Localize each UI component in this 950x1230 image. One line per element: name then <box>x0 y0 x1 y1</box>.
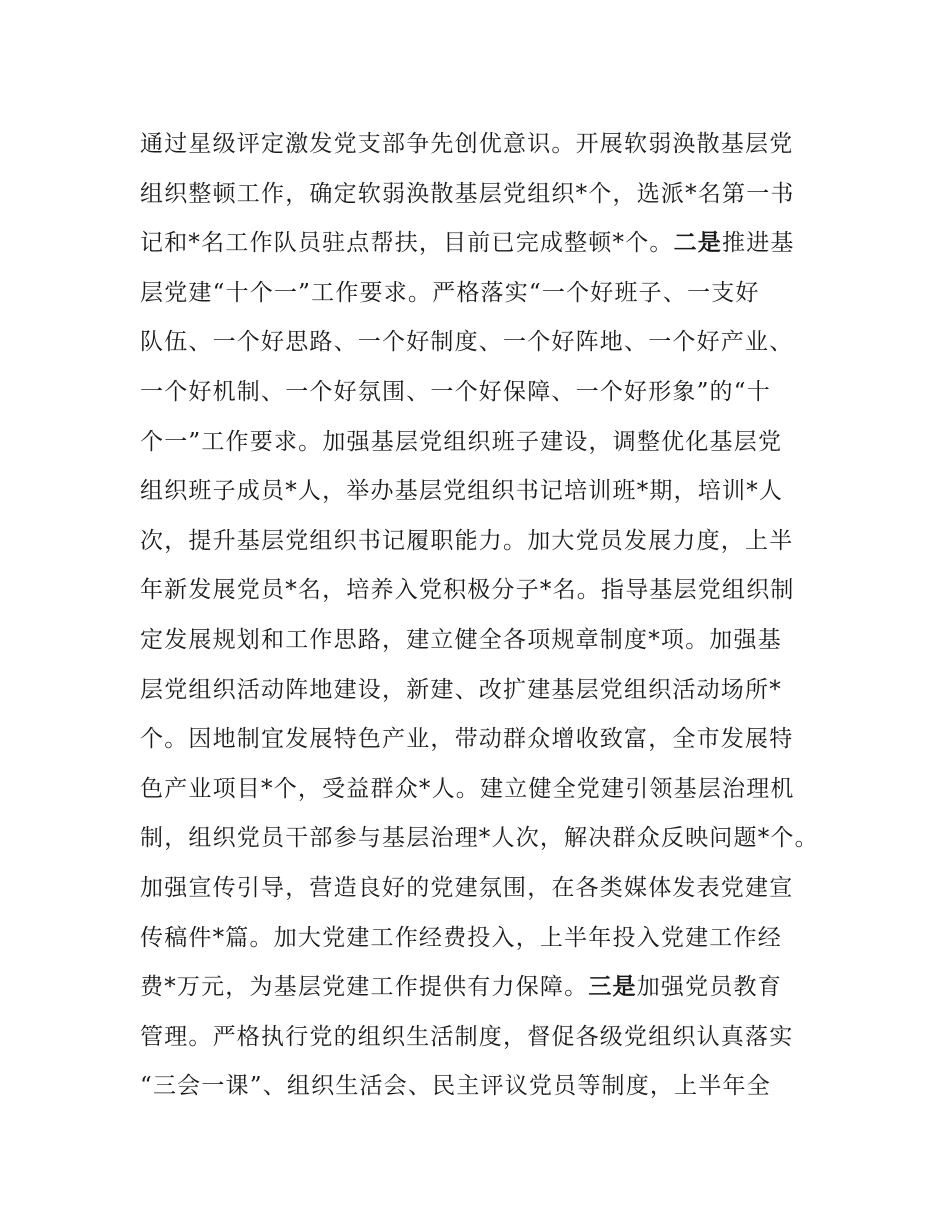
text-segment: 年新发展党员*名，培养入党积极分子*名。指导基层党组织制 <box>140 577 795 603</box>
text-line <box>140 618 782 662</box>
text-line <box>140 370 771 414</box>
text-segment: 组织班子成员*人，举办基层党组织书记培训班*期，培训*人 <box>140 478 784 504</box>
text-segment: “三会一课”、组织生活会、民主评议党员等制度，上半年全 <box>140 1073 771 1099</box>
text-segment: 组织整顿工作，确定软弱涣散基层党组织*个，选派*名第一书 <box>140 181 795 207</box>
text-segment: 费*万元，为基层党建工作提供有力保障。 <box>140 974 589 1000</box>
text-line <box>140 965 782 1009</box>
text-segment: 层党组织活动阵地建设，新建、改扩建基层党组织活动场所* <box>140 677 782 703</box>
text-line <box>140 916 782 960</box>
text-segment: 一个好机制、一个好氛围、一个好保障、一个好形象”的“十 <box>140 379 771 405</box>
text-segment: 队伍、一个好思路、一个好制度、一个好阵地、一个好产业、 <box>140 329 794 355</box>
text-segment: 层党建“十个一”工作要求。严格落实“一个好班子、一支好 <box>140 280 760 306</box>
text-line <box>140 866 793 910</box>
text-line <box>140 469 783 513</box>
text-line <box>140 420 782 464</box>
text-line <box>140 1064 771 1108</box>
text-segment: 个一”工作要求。加强基层党组织班子建设，调整优化基层党 <box>140 429 783 455</box>
text-segment: 色产业项目*个，受益群众*人。建立健全党建引领基层治理机 <box>140 776 795 802</box>
text-line <box>140 271 760 315</box>
text-segment: 通过星级评定激发党支部争先创优意识。开展软弱涣散基层党 <box>140 131 794 157</box>
text-line <box>140 767 795 811</box>
text-line <box>140 122 793 166</box>
text-line <box>140 320 793 364</box>
text-segment: 次，提升基层党组织书记履职能力。加大党员发展力度，上半 <box>140 528 794 554</box>
text-segment: 个。因地制宜发展特色产业，带动群众增收致富，全市发展特 <box>140 726 794 752</box>
text-segment: 推进基 <box>722 230 795 256</box>
bold-keyword: 二是 <box>673 230 723 256</box>
text-segment: 记和*名工作队员驻点帮扶，目前已完成整顿*个。 <box>140 230 674 256</box>
text-line <box>140 816 819 860</box>
text-line <box>140 221 795 265</box>
text-segment: 管理。严格执行党的组织生活制度，督促各级党组织认真落实 <box>140 1024 794 1050</box>
bold-keyword: 三是 <box>588 974 637 1000</box>
text-segment: 加强宣传引导，营造良好的党建氛围，在各类媒体发表党建宣 <box>140 875 794 901</box>
text-segment: 制，组织党员干部参与基层治理*人次，解决群众反映问题*个。 <box>140 825 819 851</box>
text-line <box>140 519 793 563</box>
text-segment: 传稿件*篇。加大党建工作经费投入，上半年投入党建工作经 <box>140 925 782 951</box>
text-line <box>140 717 793 761</box>
text-line <box>140 568 795 612</box>
text-line <box>140 172 795 216</box>
text-segment: 定发展规划和工作思路，建立健全各项规章制度*项。加强基 <box>140 627 782 653</box>
text-line <box>140 668 782 712</box>
text-segment: 加强党员教育 <box>636 974 782 1000</box>
text-line <box>140 1015 793 1059</box>
